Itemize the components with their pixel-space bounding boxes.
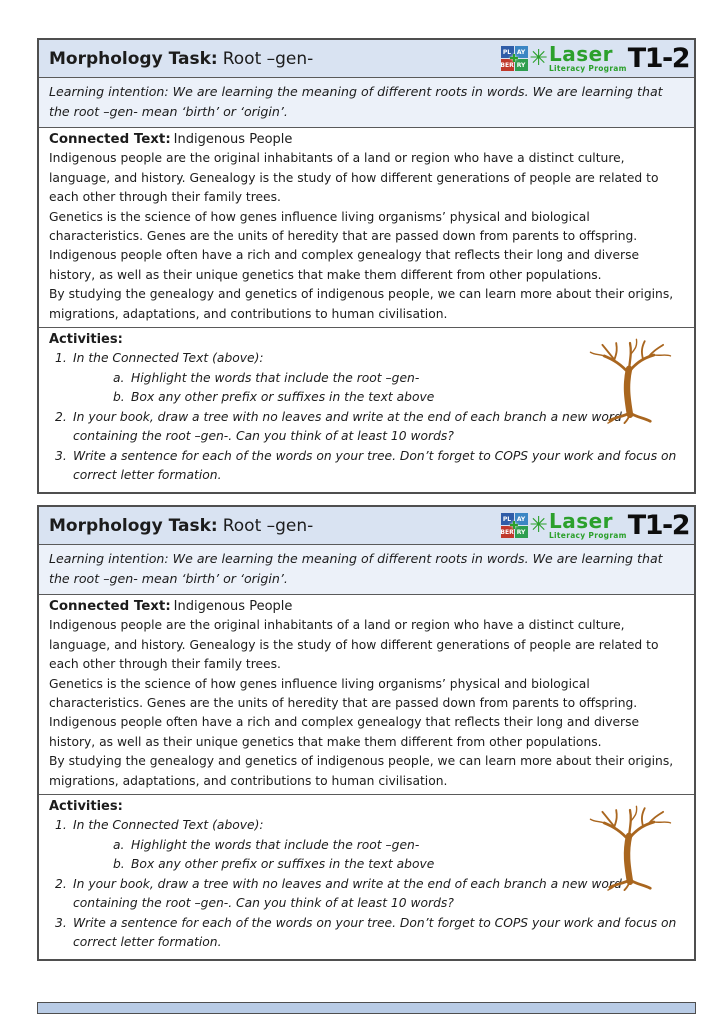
item-text: Box any other prefix or suffixes in the text above (131, 857, 435, 872)
item-letter: b. (113, 857, 125, 872)
connected-text-paragraph: Indigenous people are the original inhabitants of a land or region who have a distinct culture, language, and history. Genealogy is the study of how different generations of people are related to each other through their family trees. (49, 618, 659, 672)
activities-section (39, 328, 694, 492)
item-number: 1. (55, 351, 67, 366)
connected-text-heading (49, 597, 684, 616)
item-number: 2. (55, 409, 67, 424)
connected-text-label: Connected Text: (49, 132, 171, 147)
playberry-square-ber: BER (501, 526, 514, 538)
playberry-logo (501, 513, 528, 538)
connected-text-paragraph: Genetics is the science of how genes influence living organisms’ physical and biological characteristics. Genes are the units of heredity that are passed down from parents to offspring. (49, 209, 638, 244)
activity-item-3 (49, 914, 684, 953)
item-text: In your book, draw a tree with no leaves and write at the end of each branch a new word containing the root –gen-. Can you think of at least 10 words? (73, 876, 622, 911)
item-letter: b. (113, 390, 125, 405)
playberry-square-ay: AY (515, 46, 528, 58)
laser-text: Laser (548, 42, 614, 67)
playberry-square-ry: RY (515, 59, 528, 71)
connected-text-paragraph: Genetics is the science of how genes influence living organisms’ physical and biological characteristics. Genes are the units of heredity that are passed down from parents to offspring. (49, 676, 638, 711)
page-title (49, 516, 313, 536)
term-badge: T1-2 (627, 43, 689, 74)
playberry-logo (501, 46, 528, 71)
activity-item-3 (49, 447, 684, 486)
playberry-square-ay: AY (515, 513, 528, 525)
connected-text-section (39, 128, 694, 328)
worksheet-copy-1 (37, 38, 696, 494)
title-label: Morphology Task: (49, 48, 218, 69)
title-label: Morphology Task: (49, 515, 218, 536)
item-text: In your book, draw a tree with no leaves and write at the end of each branch a new word containing the root –gen-. Can you think of at least 10 words? (73, 409, 622, 444)
item-number: 3. (55, 448, 67, 463)
item-number: 3. (55, 915, 67, 930)
connected-text-paragraph: Indigenous people often have a rich and complex genealogy that reflects their long and diverse history, as well as their unique genetics that make them different from other populations. (49, 248, 640, 282)
plus-icon: ✚ (509, 519, 519, 532)
title-topic: Root –gen- (222, 48, 314, 69)
learning-intention: Learning intention: We are learning the meaning of different roots in words. We are learning that the root –gen- mean ‘birth’ or ‘origin’. (39, 78, 694, 128)
title-topic: Root –gen- (222, 515, 314, 536)
plus-icon: ✚ (509, 52, 519, 65)
item-text: In the Connected Text (above): (73, 351, 264, 366)
connected-text-title: Indigenous People (173, 599, 293, 614)
laser-literacy-logo (501, 44, 689, 73)
item-letter: a. (113, 370, 125, 385)
connected-text-paragraph: Indigenous people often have a rich and complex genealogy that reflects their long and diverse history, as well as their unique genetics that make them different from other populations. (49, 715, 640, 749)
worksheet-copy-2 (37, 505, 696, 961)
item-number: 2. (55, 876, 67, 891)
playberry-square-pl: PL (501, 513, 514, 525)
activities-label: Activities: (49, 799, 123, 815)
item-text: Highlight the words that include the root –gen- (131, 837, 420, 852)
activities-section (39, 795, 694, 959)
bare-tree-image (582, 799, 678, 891)
connected-text-paragraph: By studying the genealogy and genetics of indigenous people, we can learn more about their origins, migrations, adaptations, and contributions to human civilisation. (49, 754, 674, 788)
connected-text-paragraph: Indigenous people are the original inhabitants of a land or region who have a distinct culture, language, and history. Genealogy is the study of how different generations of people are related to each other through their family trees. (49, 151, 659, 205)
connected-text-paragraph: By studying the genealogy and genetics of indigenous people, we can learn more about their origins, migrations, adaptations, and contributions to human civilisation. (49, 287, 674, 321)
connected-text-title: Indigenous People (173, 132, 293, 147)
connected-text-section (39, 595, 694, 795)
connected-text-label: Connected Text: (49, 599, 171, 614)
playberry-square-ber: BER (501, 59, 514, 71)
learning-intention: Learning intention: We are learning the meaning of different roots in words. We are learning that the root –gen- mean ‘birth’ or ‘origin’. (39, 545, 694, 595)
worksheet-header (39, 507, 694, 545)
item-text: Box any other prefix or suffixes in the text above (131, 390, 435, 405)
page-title (49, 49, 313, 69)
laser-text: Laser (548, 509, 614, 534)
term-badge: T1-2 (627, 510, 689, 541)
item-text: Write a sentence for each of the words on your tree. Don’t forget to COPS your work and focus on correct letter formation. (73, 915, 677, 949)
activities-label: Activities: (49, 332, 123, 348)
item-text: Write a sentence for each of the words on your tree. Don’t forget to COPS your work and focus on correct letter formation. (73, 448, 677, 482)
connected-text-heading (49, 130, 684, 149)
item-text: Highlight the words that include the root –gen- (131, 370, 420, 385)
playberry-square-ry: RY (515, 526, 528, 538)
playberry-square-pl: PL (501, 46, 514, 58)
item-number: 1. (55, 818, 67, 833)
literacy-program-text: Literacy Program (548, 64, 627, 74)
laser-wordmark (549, 511, 627, 540)
literacy-program-text: Literacy Program (548, 531, 627, 541)
item-text: In the Connected Text (above): (73, 818, 264, 833)
starburst-icon: ✳ (529, 45, 548, 71)
laser-wordmark (549, 44, 627, 73)
worksheet-header (39, 40, 694, 78)
starburst-icon: ✳ (529, 512, 548, 538)
next-worksheet-header-edge (37, 1002, 696, 1014)
laser-literacy-logo (501, 511, 689, 540)
bare-tree-image (582, 332, 678, 424)
item-letter: a. (113, 837, 125, 852)
